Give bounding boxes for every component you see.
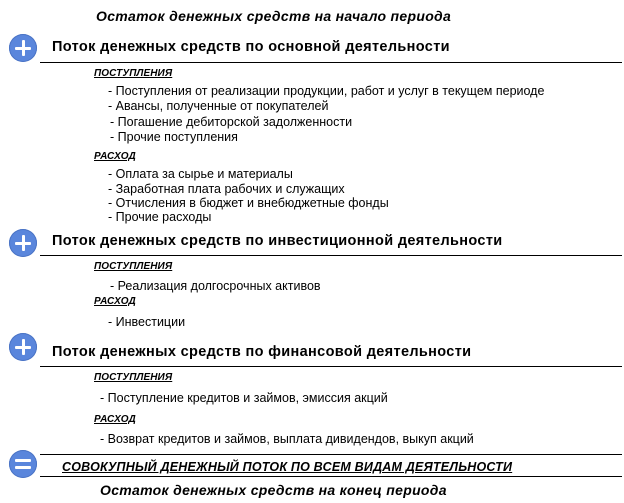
list-item: - Отчисления в бюджет и внебюджетные фонды [108, 196, 389, 210]
list-item: - Оплата за сырье и материалы [108, 167, 293, 181]
financing-outflows-label: РАСХОД [94, 414, 136, 425]
list-item: - Авансы, полученные от покупателей [108, 99, 329, 113]
list-item: - Поступление кредитов и займов, эмиссия акций [100, 391, 388, 405]
total-flow-title: СОВОКУПНЫЙ ДЕНЕЖНЫЙ ПОТОК ПО ВСЕМ ВИДАМ ДЕЯТЕЛЬНОСТИ [62, 460, 513, 474]
investing-inflows-label: ПОСТУПЛЕНИЯ [94, 261, 173, 272]
investing-section-title: Поток денежных средств по инвестиционной деятельности [52, 233, 503, 249]
list-item: - Реализация долгосрочных активов [110, 279, 321, 293]
operating-section-title: Поток денежных средств по основной деятельности [52, 39, 450, 55]
divider [40, 255, 622, 256]
financing-section-title: Поток денежных средств по финансовой деятельности [52, 344, 472, 360]
list-item: - Погашение дебиторской задолженности [110, 115, 353, 129]
operating-inflows-label: ПОСТУПЛЕНИЯ [94, 68, 173, 79]
divider [40, 366, 622, 367]
divider [40, 454, 622, 455]
plus-icon [9, 333, 37, 361]
divider [40, 62, 622, 63]
list-item: - Прочие расходы [108, 210, 212, 224]
opening-balance-title: Остаток денежных средств на начало периода [96, 8, 452, 24]
equals-icon [9, 450, 37, 478]
list-item: - Прочие поступления [110, 130, 238, 144]
list-item: - Инвестиции [108, 315, 186, 329]
investing-outflows-label: РАСХОД [94, 296, 136, 307]
list-item: - Поступления от реализации продукции, работ и услуг в текущем периоде [108, 84, 545, 98]
financing-inflows-label: ПОСТУПЛЕНИЯ [94, 372, 173, 383]
closing-balance-title: Остаток денежных средств на конец периода [100, 482, 447, 498]
plus-icon [9, 34, 37, 62]
list-item: - Заработная плата рабочих и служащих [108, 182, 345, 196]
list-item: - Возврат кредитов и займов, выплата дивидендов, выкуп акций [100, 432, 474, 446]
plus-icon [9, 229, 37, 257]
divider [40, 476, 622, 477]
operating-outflows-label: РАСХОД [94, 151, 136, 162]
